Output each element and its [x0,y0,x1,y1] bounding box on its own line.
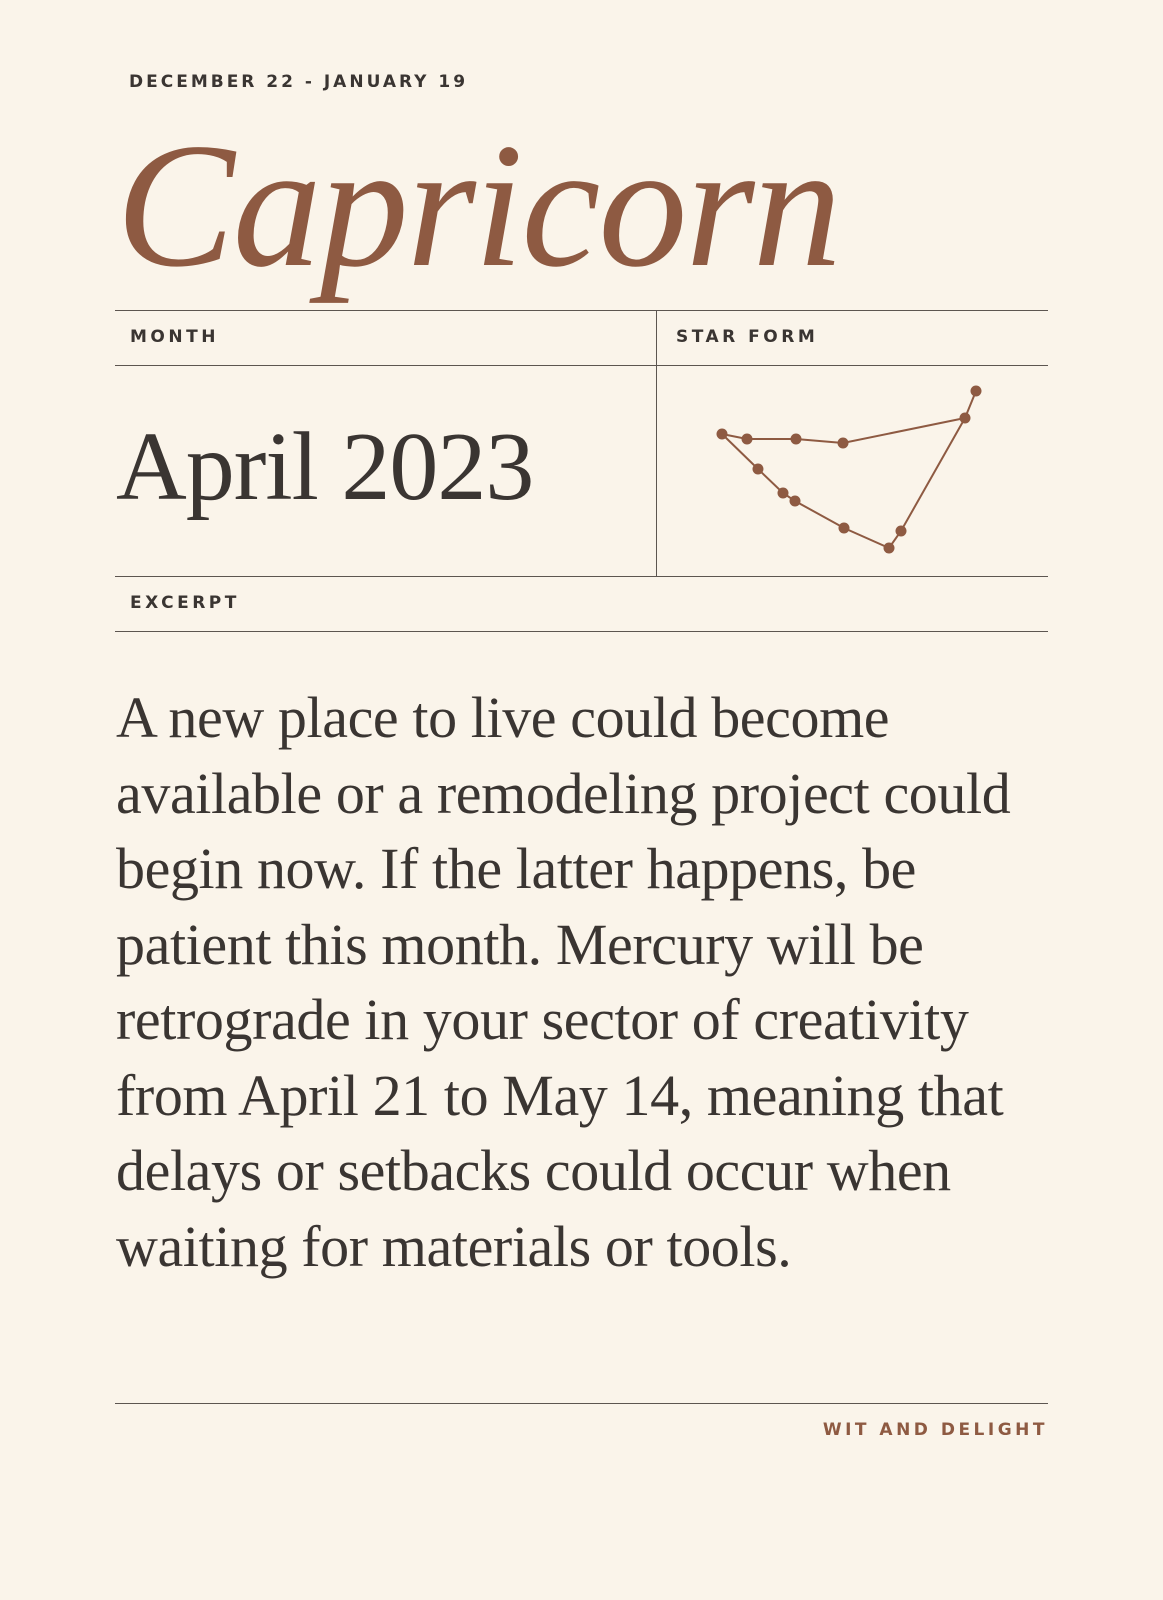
month-value: April 2023 [116,413,534,521]
capricorn-constellation-icon [700,380,1000,560]
date-range: DECEMBER 22 - JANUARY 19 [129,72,469,92]
divider-excerpt [115,631,1048,632]
excerpt-label: EXCERPT [130,593,240,613]
excerpt-text: A new place to live could become available or a remodeling project could begin now. If the latter happens, be patient this month. Mercury will be retrograde in your sector of creativity from April 21 to May 14, meaning that delays or setbacks could occur when waiting for materials or tools. [116,685,1011,1279]
column-divider [656,310,657,576]
month-label: MONTH [130,327,219,347]
divider-footer [115,1403,1048,1404]
divider-header [115,365,1048,366]
sign-title: Capricorn [116,106,840,304]
star-form-label: STAR FORM [676,327,819,347]
brand-name: WIT AND DELIGHT [822,1420,1048,1440]
divider-middle [115,576,1048,577]
divider-top [115,310,1048,311]
